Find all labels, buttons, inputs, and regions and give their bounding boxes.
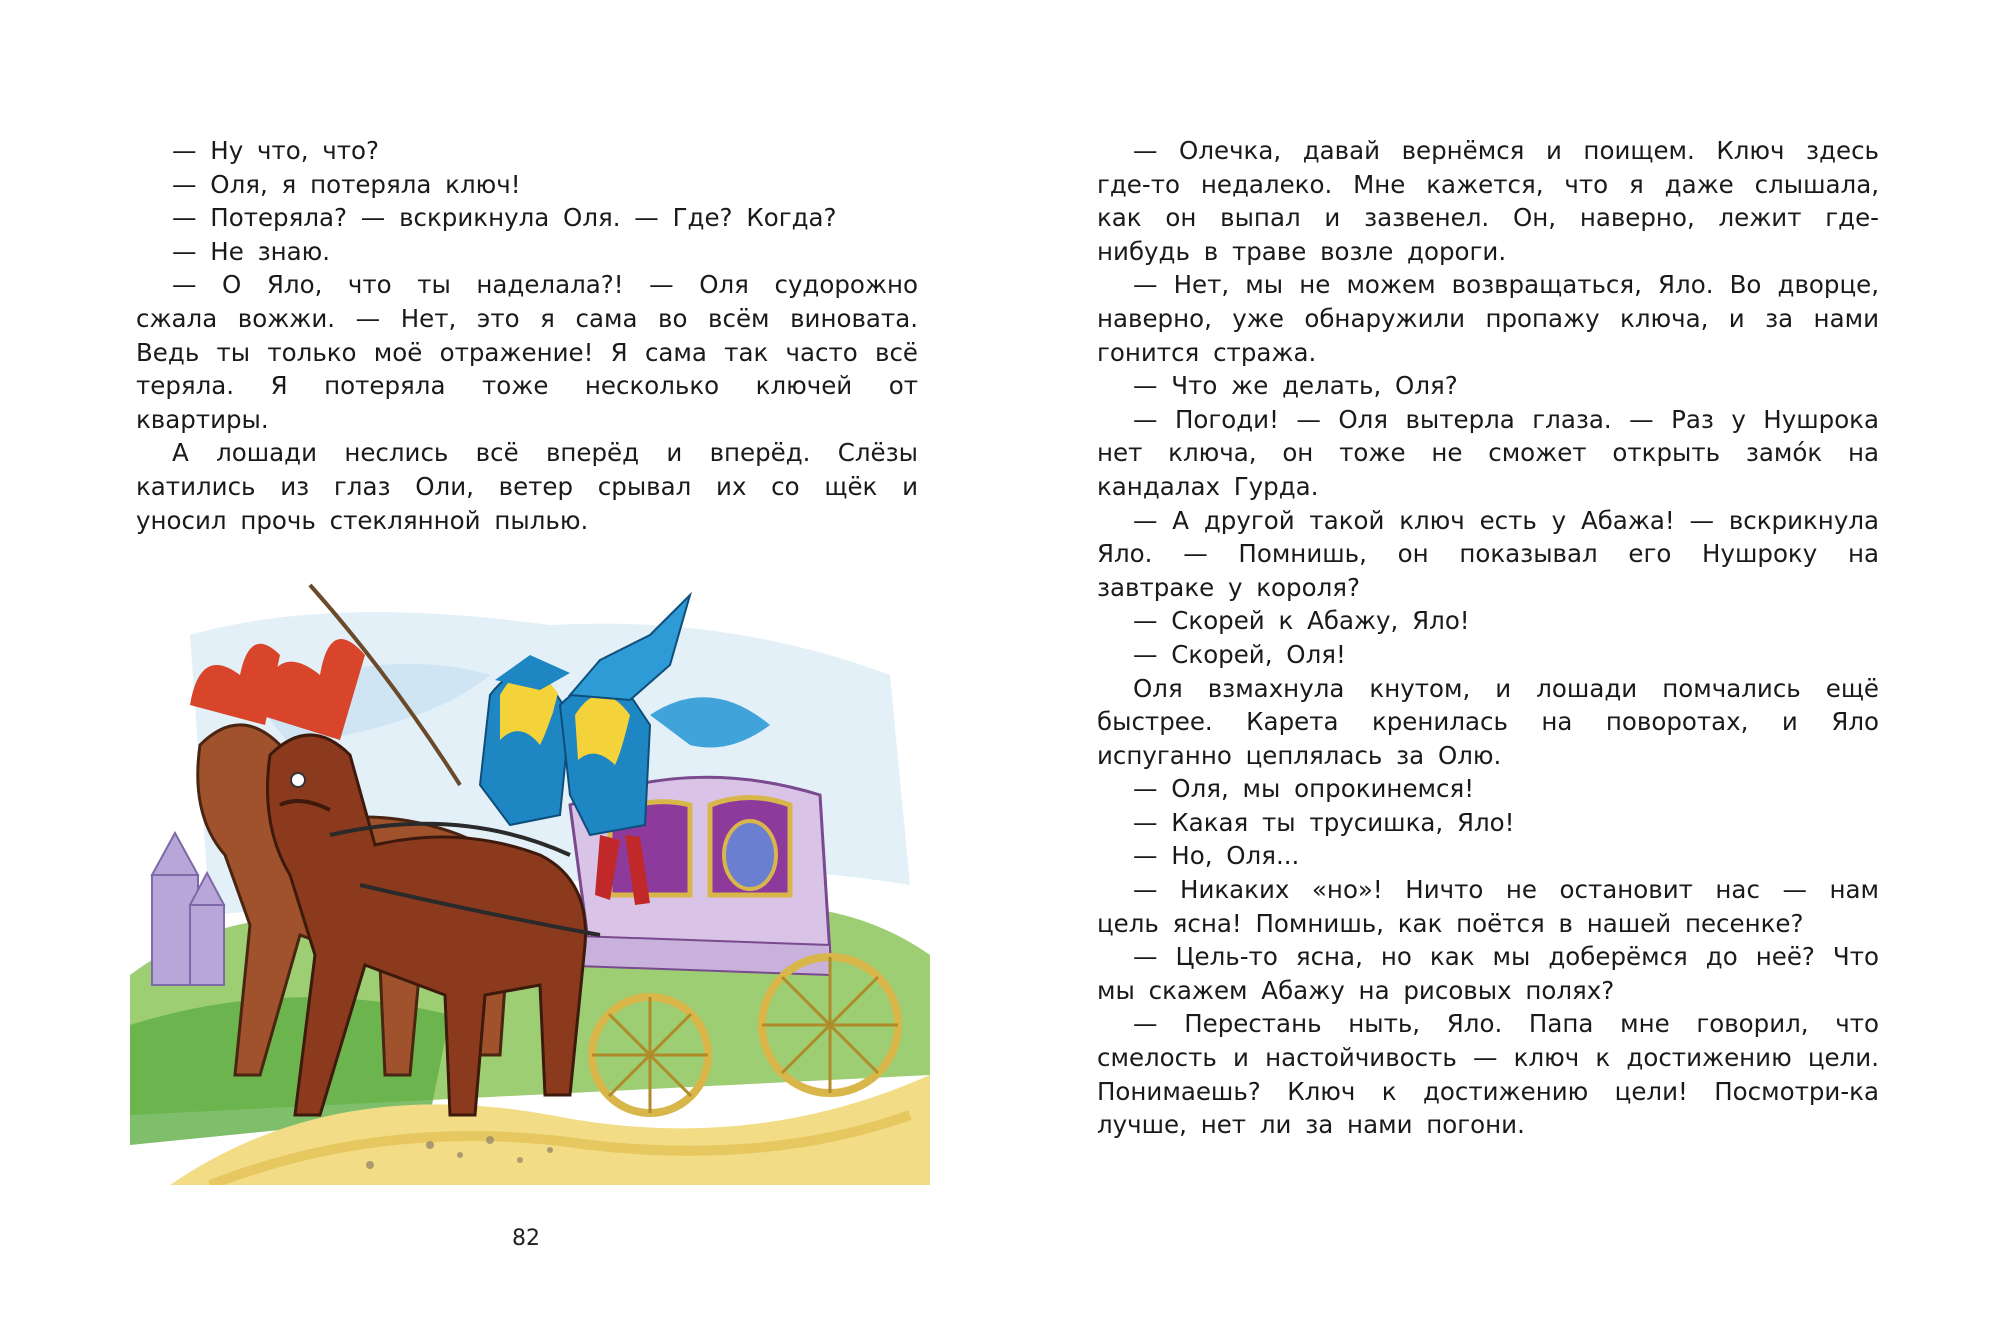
paragraph: Оля взмахнула кнутом, и лошади помчались ещё быстрее. Карета кренилась на поворотах, и Яло испуганно цеплялась за Олю. [1097, 673, 1879, 770]
paragraph: — Скорей, Оля! [1133, 639, 1346, 669]
left-page-text [136, 134, 918, 537]
paragraph: — Олечка, давай вернёмся и поищем. Ключ здесь где-то недалеко. Мне кажется, что я даже слышала, как он выпал и зазвенел. Он, наверно, лежит где-нибудь в траве возле дороги. [1097, 136, 1879, 266]
paragraph: — Скорей к Абажу, Яло! [1133, 606, 1470, 636]
paragraph: — Не знаю. [172, 236, 331, 266]
paragraph: — Какая ты трусишка, Яло! [1133, 807, 1515, 837]
paragraph: — Перестань ныть, Яло. Папа мне говорил, что смелость и настойчивость — ключ к достижению цели. Понимаешь? Ключ к достижению цели! Посмотри-ка лучше, нет ли за нами погони. [1097, 1009, 1879, 1140]
paragraph: — Погоди! — Оля вытерла глаза. — Раз у Нушрока нет ключа, он тоже не сможет открыть замо́к на кандалах Гурда. [1097, 404, 1879, 501]
carriage-illustration [130, 555, 930, 1185]
paragraph: — Никаких «но»! Ничто не остановит нас — нам цель ясна! Помнишь, как поётся в нашей песенке? [1097, 875, 1879, 938]
paragraph: — О Яло, что ты наделала?! — Оля судорожно сжала вожжи. — Нет, это я сама во всём виновата. Ведь ты только моё отражение! Я сама так часто всё теряла. Я потеряла тоже несколько ключей от квартиры. [136, 270, 918, 434]
paragraph: — Что же делать, Оля? [1133, 371, 1458, 401]
paragraph: — Ну что, что? [172, 136, 380, 165]
paragraph: — Цель-то ясна, но как мы доберёмся до неё? Что мы скажем Абажу на рисовых полях? [1097, 942, 1879, 1005]
right-page-text [1097, 134, 1879, 1142]
paragraph: А лошади неслись всё вперёд и вперёд. Слёзы катились из глаз Оли, ветер срывал их со щёк и уносил прочь стеклянной пылью. [136, 438, 918, 535]
paragraph: — Оля, я потеряла ключ! [172, 169, 521, 199]
paragraph: — Нет, мы не можем возвращаться, Яло. Во дворце, наверно, уже обнаружили пропажу ключа, и за нами гонится стража. [1097, 270, 1879, 367]
paragraph: — Оля, мы опрокинемся! [1133, 774, 1475, 804]
paragraph: — Потеряла? — вскрикнула Оля. — Где? Когда? [172, 203, 837, 233]
page-number: 82 [512, 1226, 540, 1251]
paragraph: — Но, Оля... [1133, 841, 1300, 871]
paragraph: — А другой такой ключ есть у Абажа! — вскрикнула Яло. — Помнишь, он показывал его Нушроку на завтраке у короля? [1097, 505, 1879, 602]
